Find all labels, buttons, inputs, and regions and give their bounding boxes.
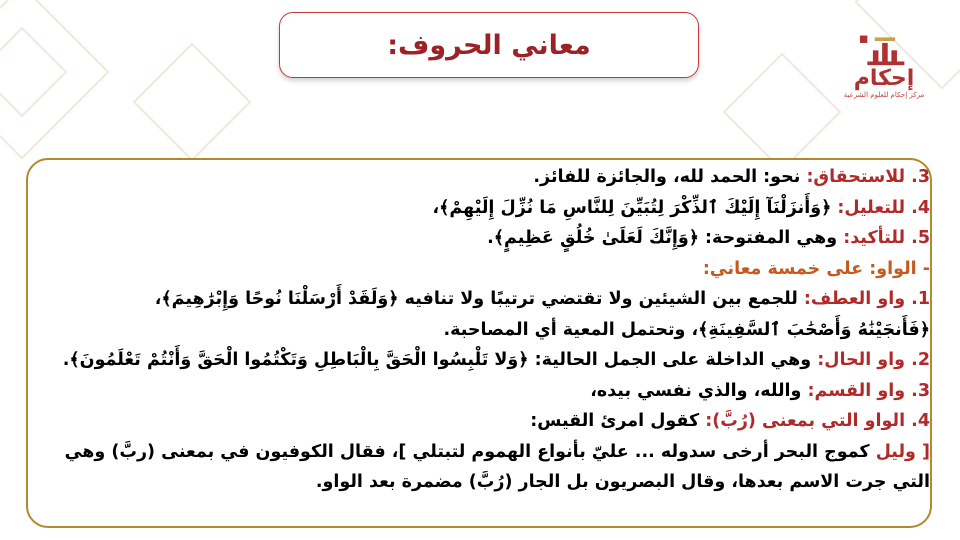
line-poem	[34, 437, 930, 468]
line-text: والله، والذي نفسي بيده،	[590, 380, 808, 401]
logo	[843, 30, 925, 100]
line-waw-atf	[34, 284, 930, 315]
logo-mark-icon	[852, 30, 916, 67]
line-label: 3. للاستحقاق:	[806, 167, 930, 187]
content-lines	[34, 162, 930, 498]
line-label: [ وليل	[875, 441, 930, 462]
line-label: 2. واو الحال:	[817, 350, 930, 370]
line-text: نحو: الحمد لله، والجائزة للفائز.	[533, 167, 807, 187]
line-taleel	[34, 193, 930, 224]
line-text: وهي الداخلة على الجمل الحالية: ﴿وَلا تَلْبِسُوا الْحَقَّ بِالْبَاطِلِ وَتَكْتُمُوا الْحَقَّ وَأَنْتُمْ تَعْلَمُونَ﴾.	[62, 350, 818, 370]
line-label: 4. الواو التي بمعنى (رُبَّ):	[705, 411, 930, 431]
line-text: ﴿فَأَنجَيْنَٰهُ وَأَصْحَٰبَ ٱلسَّفِينَةِ﴾، وتحتمل المعية أي المصاحبة.	[443, 319, 930, 340]
line-waw-rubba	[34, 406, 930, 437]
line-label: 4. للتعليل:	[837, 197, 930, 218]
line-text: كقول امرئ القيس:	[530, 411, 706, 431]
line-waw-hal	[34, 345, 930, 376]
line-istihqaq	[34, 162, 930, 193]
line-text: ﴿وَأَنزَلْنَآ إِلَيْكَ ٱلذِّكْرَ لِتُبَيِّنَ لِلنَّاسِ مَا نُزِّلَ إِلَيْهِمْ﴾،	[432, 197, 838, 218]
logo-name: إحكام	[853, 66, 915, 91]
line-waw-atf-cont	[34, 315, 930, 346]
background-pattern	[723, 53, 842, 172]
logo-subtitle: مركز إحكام للعلوم الشرعية	[843, 91, 925, 99]
line-waw-qasam	[34, 376, 930, 407]
title-box	[279, 12, 699, 78]
line-label: 5. للتأكيد:	[843, 228, 930, 248]
line-takeed	[34, 223, 930, 254]
page-title: معاني الحروف:	[387, 29, 591, 61]
section-heading: - الواو: على خمسة معاني:	[702, 258, 930, 279]
line-poem-cont	[34, 467, 930, 498]
line-text: كموج البحر أرخى سدوله ... عليّ بأنواع الهموم لتبتلي ]، فقال الكوفيون في بمعنى (ربَّ) وهي	[64, 441, 876, 462]
line-label: 1. واو العطف:	[803, 289, 930, 309]
line-waw-heading	[34, 254, 930, 285]
line-text: للجمع بين الشيئين ولا تقتضي ترتيبًا ولا تنافيه ﴿وَلَقَدْ أَرْسَلْنَا نُوحًا وَإِبْرَٰهِيمَ﴾،	[154, 289, 804, 309]
line-text: التي جرت الاسم بعدها، وقال البصريون بل الجار (رُبَّ) مضمرة بعد الواو.	[315, 472, 930, 492]
line-text: وهي المفتوحة: ﴿وَإِنَّكَ لَعَلَىٰ خُلُقٍ عَظِيمٍ﴾.	[487, 228, 844, 248]
background-pattern	[133, 43, 252, 162]
line-label: 3. واو القسم:	[807, 380, 930, 401]
